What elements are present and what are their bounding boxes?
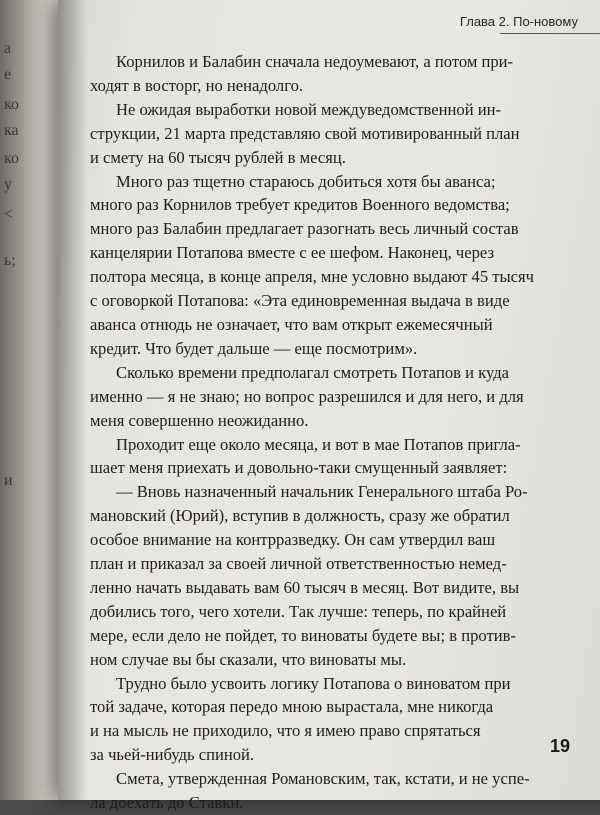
text-line: — Вновь назначенный начальник Генерального штаба Ро-: [116, 482, 528, 502]
text-line: меня совершенно неожиданно.: [90, 410, 309, 430]
text-line: аванса отнюдь не означает, что вам открыт ежемесячный: [90, 314, 493, 334]
left-page-edge: [0, 0, 60, 800]
text-line: ленно начать выдавать вам 60 тысяч в месяц. Вот видите, вы: [90, 577, 520, 597]
left-fragment: ко: [4, 96, 19, 113]
text-line: Трудно было усвоить логику Потапова о виноватом при: [116, 673, 511, 693]
left-fragment: и: [4, 472, 13, 489]
body-text: [90, 50, 575, 815]
text-line: канцелярии Потапова вместе с ее шефом. Наконец, через: [90, 243, 495, 263]
left-fragment: е: [4, 66, 12, 83]
text-line: ном случае вы бы сказали, что виноваты мы.: [90, 649, 407, 669]
text-line: план и приказал за своей личной ответственностью немед-: [90, 554, 507, 574]
page-gutter-shadow: [58, 0, 88, 800]
left-fragment: ко: [4, 150, 19, 167]
text-line: с оговоркой Потапова: «Эта единовременная выдача в виде: [90, 291, 510, 311]
left-fragment: ка: [4, 122, 19, 139]
text-line: Корнилов и Балабин сначала недоумевают, а потом при-: [116, 52, 514, 71]
header-rule: [500, 33, 600, 34]
text-line: Сколько времени предполагал смотреть Потапов и куда: [116, 362, 510, 382]
left-fragment: ь;: [4, 252, 16, 269]
text-line: полтора месяца, в конце апреля, мне условно выдают 45 тысяч: [90, 267, 535, 287]
text-line: мановский (Юрий), вступив в должность, сразу же обратил: [90, 506, 510, 526]
text-line: ходят в восторг, но ненадолго.: [90, 75, 304, 95]
text-line: той задаче, которая передо мною вырастала, мне никогда: [90, 697, 494, 717]
left-fragment: а: [4, 40, 12, 57]
text-line: Не ожидая выработки новой междуведомственной ин-: [116, 99, 502, 119]
left-fragment: <: [4, 206, 14, 223]
text-line: добились того, чего хотели. Так лучше: теперь, по крайней: [90, 601, 507, 621]
text-line: и на мысль не приходило, что я имею право спрятаться: [90, 721, 481, 741]
running-header: Глава 2. По-новому: [459, 14, 578, 29]
text-line: много раз Корнилов требует кредитов Военного ведомства;: [90, 195, 510, 215]
text-line: много раз Балабин предлагает разогнать весь личный состав: [90, 219, 519, 239]
text-line: особое внимание на контрразведку. Он сам утвердил ваш: [90, 530, 496, 550]
text-line: струкции, 21 марта представляю свой мотивированный план: [90, 123, 520, 143]
page-number: 19: [549, 736, 570, 756]
text-line: за чьей-нибудь спиной.: [90, 745, 255, 765]
left-fragment: у: [4, 176, 12, 193]
text-line: Проходит еще около месяца, и вот в мае Потапов пригла-: [116, 434, 521, 454]
text-line: и смету на 60 тысяч рублей в месяц.: [90, 147, 346, 167]
text-line: мере, если дело не пойдет, то виноваты будете вы; в против-: [90, 625, 516, 645]
text-line: шает меня приехать и довольно-таки смущенный заявляет:: [90, 458, 508, 478]
text-line: ла доехать до Ставки.: [90, 793, 244, 813]
text-line: Много раз тщетно стараюсь добиться хотя бы аванса;: [116, 171, 496, 191]
text-line: кредит. Что будет дальше — еще посмотрим».: [90, 338, 418, 358]
text-line: Смета, утвержденная Романовским, так, кстати, и не успе-: [116, 769, 530, 789]
text-line: именно — я не знаю; но вопрос разрешился и для него, и для: [90, 386, 524, 406]
